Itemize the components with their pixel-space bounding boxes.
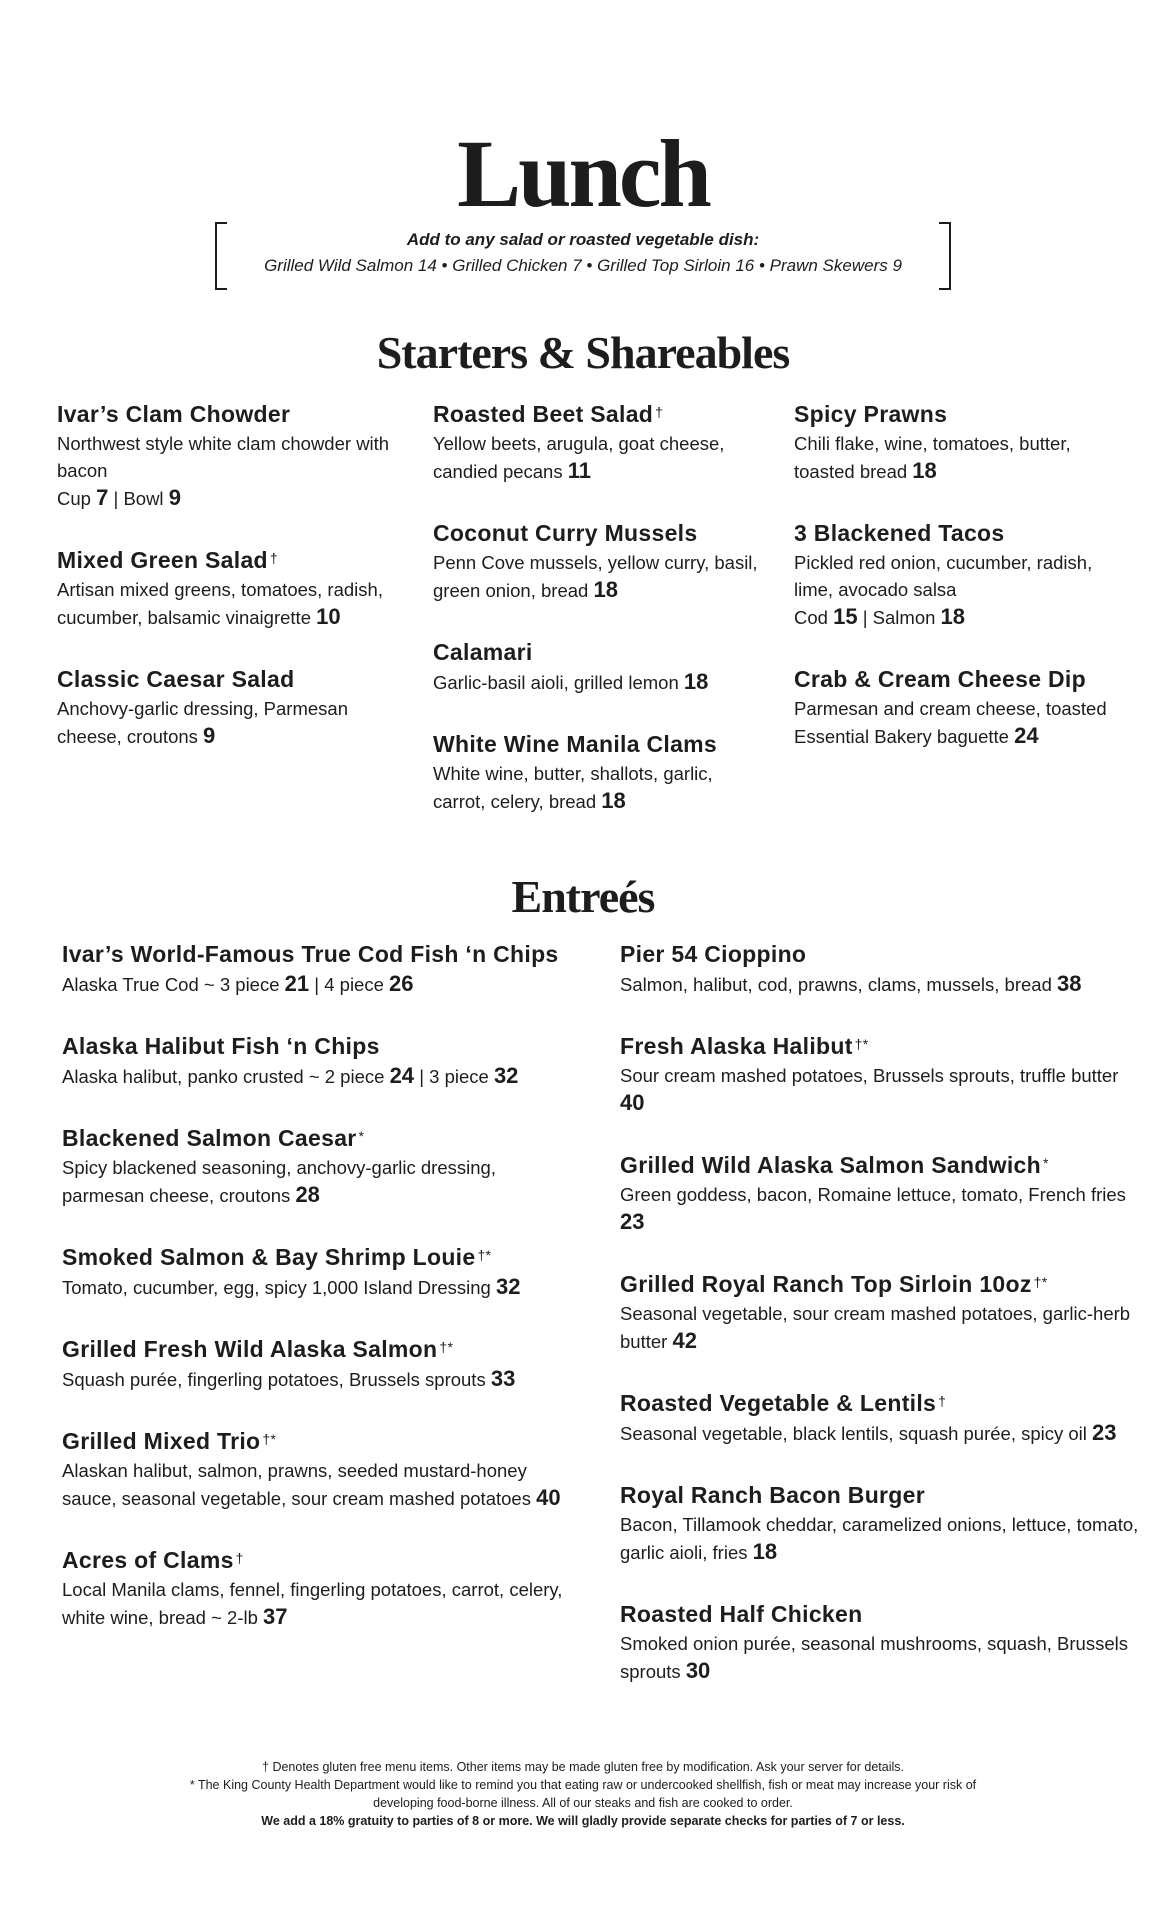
- gratuity-note: We add a 18% gratuity to parties of 8 or more. We will gladly provide separate checks for parties of 7 or less.: [261, 1814, 905, 1828]
- item-title: Coconut Curry Mussels: [433, 520, 698, 546]
- item-description: [62, 1154, 582, 1209]
- item-price: 37: [263, 1604, 288, 1629]
- item-name: [620, 1600, 1140, 1628]
- item-title: White Wine Manila Clams: [433, 731, 718, 757]
- item-title: Calamari: [433, 639, 533, 665]
- item-desc-text: Local Manila clams, fennel, fingerling potatoes, carrot, celery, white wine, bread ~ 2-lb: [62, 1579, 563, 1628]
- item-name: [57, 665, 402, 693]
- portion-label: 3 piece: [429, 1066, 489, 1087]
- item-description: [433, 430, 763, 485]
- item-desc-text: Seasonal vegetable, sour cream mashed potatoes, garlic-herb butter: [620, 1303, 1131, 1352]
- item-price: 15: [833, 604, 858, 629]
- item-description: [794, 549, 1124, 631]
- item-title: Grilled Wild Alaska Salmon Sandwich: [620, 1152, 1041, 1178]
- item-desc-text: Northwest style white clam chowder with bacon: [57, 433, 390, 481]
- item-name: [794, 400, 1124, 428]
- item-title: Classic Caesar Salad: [57, 666, 295, 692]
- item-title: Acres of Clams: [62, 1547, 234, 1573]
- item-desc-text: Seasonal vegetable, black lentils, squash purée, spicy oil: [620, 1423, 1087, 1444]
- item-desc-text: Pickled red onion, cucumber, radish, lime, avocado salsa: [794, 552, 1093, 600]
- item-price: 26: [389, 971, 414, 996]
- menu-item: [620, 940, 1140, 998]
- portion-label: 4 piece: [324, 974, 384, 995]
- price-separator: |: [113, 488, 119, 509]
- item-description: [62, 1273, 582, 1301]
- menu-item: [62, 1032, 582, 1090]
- starters-column-3: [794, 400, 1124, 784]
- item-desc-text: Yellow beets, arugula, goat cheese, candied pecans: [433, 433, 725, 482]
- menu-item: [62, 1335, 582, 1393]
- item-description: [620, 1419, 1140, 1447]
- item-description: [620, 1300, 1140, 1355]
- item-name: [62, 1032, 582, 1060]
- entrees-column-2: [620, 940, 1140, 1719]
- menu-item: [62, 940, 582, 998]
- dietary-mark: †*: [477, 1247, 492, 1263]
- item-price: 18: [752, 1539, 778, 1564]
- addon-options: Grilled Wild Salmon 14 • Grilled Chicken 7 • Grilled Top Sirloin 16 • Prawn Skewers 9: [264, 256, 902, 275]
- item-title: Ivar’s World-Famous True Cod Fish ‘n Chips: [62, 941, 559, 967]
- item-desc-text: Penn Cove mussels, yellow curry, basil, green onion, bread: [433, 552, 758, 601]
- item-description: [57, 576, 402, 631]
- item-name: [620, 1151, 1140, 1179]
- addon-heading: Add to any salad or roasted vegetable dish:: [406, 230, 760, 249]
- portion-label: Cod: [794, 607, 828, 628]
- item-price: 40: [620, 1090, 645, 1115]
- item-price: 10: [316, 604, 341, 629]
- item-description: [62, 970, 582, 998]
- item-desc-text: Green goddess, bacon, Romaine lettuce, tomato, French fries: [620, 1184, 1126, 1205]
- entrees-heading: Entreés: [511, 871, 655, 922]
- item-title: Crab & Cream Cheese Dip: [794, 666, 1086, 692]
- price-separator: |: [314, 974, 320, 995]
- item-price: 28: [295, 1182, 320, 1207]
- item-title: Mixed Green Salad: [57, 547, 268, 573]
- dietary-mark: †: [235, 1550, 244, 1566]
- item-title: Royal Ranch Bacon Burger: [620, 1482, 925, 1508]
- menu-item: [433, 638, 763, 696]
- menu-item: [62, 1124, 582, 1209]
- portion-label: Bowl: [123, 488, 164, 509]
- dietary-mark: †*: [854, 1036, 869, 1052]
- item-name: [62, 1335, 582, 1363]
- item-price: 11: [567, 458, 592, 483]
- menu-item: [57, 665, 402, 750]
- item-description: [433, 760, 763, 815]
- menu-item: [620, 1270, 1140, 1355]
- item-name: [433, 638, 763, 666]
- item-description: [794, 695, 1124, 750]
- item-price: 18: [683, 669, 709, 694]
- item-title: Grilled Fresh Wild Alaska Salmon: [62, 1336, 438, 1362]
- menu-item: [62, 1427, 582, 1512]
- item-name: [57, 546, 402, 574]
- item-price: 30: [685, 1658, 711, 1683]
- item-name: [62, 1124, 582, 1152]
- item-title: Roasted Vegetable & Lentils: [620, 1390, 937, 1416]
- item-desc-text: Tomato, cucumber, egg, spicy 1,000 Island Dressing: [62, 1277, 491, 1298]
- menu-item: [794, 519, 1124, 631]
- item-description: [57, 430, 402, 512]
- portion-label: Cup: [57, 488, 91, 509]
- dietary-mark: *: [358, 1128, 365, 1144]
- item-title: Grilled Mixed Trio: [62, 1428, 261, 1454]
- item-price: 23: [620, 1209, 645, 1234]
- item-description: [620, 1511, 1140, 1566]
- dietary-mark: †*: [439, 1339, 454, 1355]
- item-name: [433, 400, 763, 428]
- item-name: [62, 1243, 582, 1271]
- menu-item: [794, 400, 1124, 485]
- item-title: Spicy Prawns: [794, 401, 948, 427]
- left-bracket: [215, 222, 227, 290]
- dietary-mark: †*: [262, 1431, 277, 1447]
- item-desc-text: Spicy blackened seasoning, anchovy-garlic dressing, parmesan cheese, croutons: [62, 1157, 496, 1206]
- menu-item: [620, 1481, 1140, 1566]
- dietary-mark: †*: [1033, 1274, 1048, 1290]
- menu-item: [794, 665, 1124, 750]
- item-price: 9: [203, 723, 216, 748]
- item-price: 33: [490, 1366, 516, 1391]
- entrees-column-1: [62, 940, 582, 1665]
- item-price: 18: [940, 604, 966, 629]
- item-description: [62, 1062, 582, 1090]
- item-desc-text: Anchovy-garlic dressing, Parmesan cheese, croutons: [57, 698, 348, 747]
- item-price: 40: [536, 1485, 561, 1510]
- item-desc-text: Sour cream mashed potatoes, Brussels sprouts, truffle butter: [620, 1065, 1119, 1086]
- footer-notes: [0, 1758, 1166, 1830]
- right-bracket: [939, 222, 951, 290]
- item-desc-text: Salmon, halibut, cod, prawns, clams, mussels, bread: [620, 974, 1052, 995]
- item-desc-text: Alaska halibut, panko crusted ~ 2 piece: [62, 1066, 385, 1087]
- health-note-continued: developing food-borne illness. All of our steaks and fish are cooked to order.: [373, 1796, 793, 1810]
- item-description: [62, 1576, 582, 1631]
- item-name: [794, 665, 1124, 693]
- menu-item: [620, 1600, 1140, 1685]
- item-price: 18: [601, 788, 626, 813]
- dietary-mark: *: [1043, 1155, 1049, 1171]
- item-price: 23: [1092, 1420, 1117, 1445]
- item-name: [62, 1427, 582, 1455]
- item-title: Fresh Alaska Halibut: [620, 1033, 853, 1059]
- item-title: Ivar’s Clam Chowder: [57, 401, 291, 427]
- item-desc-text: Garlic-basil aioli, grilled lemon: [433, 672, 679, 693]
- health-note: * The King County Health Department would like to remind you that eating raw or undercooked shellfish, fish or meat may increase your risk of: [189, 1778, 977, 1792]
- item-description: [62, 1365, 582, 1393]
- item-name: [620, 1481, 1140, 1509]
- item-name: [433, 730, 763, 758]
- menu-item: [57, 546, 402, 631]
- item-description: [620, 970, 1140, 998]
- item-title: Pier 54 Cioppino: [620, 941, 807, 967]
- item-description: [620, 1630, 1140, 1685]
- page-title: Lunch: [457, 120, 709, 227]
- starters-column-2: [433, 400, 763, 849]
- item-name: [620, 1389, 1140, 1417]
- item-description: [433, 668, 763, 696]
- starters-column-1: [57, 400, 402, 784]
- dietary-mark: †: [938, 1393, 947, 1409]
- menu-item: [620, 1151, 1140, 1236]
- menu-item: [433, 519, 763, 604]
- item-price: 18: [912, 458, 937, 483]
- item-name: [62, 1546, 582, 1574]
- item-price: 24: [389, 1063, 415, 1088]
- item-desc-text: Alaska True Cod ~ 3 piece: [62, 974, 280, 995]
- item-name: [620, 940, 1140, 968]
- menu-item: [620, 1032, 1140, 1117]
- starters-heading: Starters & Shareables: [376, 327, 790, 378]
- menu-item: [433, 730, 763, 815]
- item-title: Grilled Royal Ranch Top Sirloin 10oz: [620, 1271, 1032, 1297]
- item-price: 32: [495, 1274, 521, 1299]
- gluten-free-note: † Denotes gluten free menu items. Other items may be made gluten free by modification. Ask your server for details.: [262, 1760, 904, 1774]
- item-title: 3 Blackened Tacos: [794, 520, 1005, 546]
- item-desc-text: Bacon, Tillamook cheddar, caramelized onions, lettuce, tomato, garlic aioli, fries: [620, 1514, 1139, 1563]
- addon-box: [215, 222, 951, 286]
- portion-label: Salmon: [872, 607, 936, 628]
- item-name: [57, 400, 402, 428]
- menu-item: [433, 400, 763, 485]
- item-description: [57, 695, 402, 750]
- item-title: Roasted Half Chicken: [620, 1601, 863, 1627]
- item-description: [433, 549, 763, 604]
- menu-item: [57, 400, 402, 512]
- item-name: [620, 1270, 1140, 1298]
- item-description: [794, 430, 1124, 485]
- price-separator: |: [419, 1066, 424, 1087]
- item-price: 7: [96, 485, 109, 510]
- item-desc-text: Smoked onion purée, seasonal mushrooms, squash, Brussels sprouts: [620, 1633, 1128, 1682]
- item-description: [620, 1181, 1140, 1236]
- item-price: 32: [493, 1063, 519, 1088]
- item-name: [433, 519, 763, 547]
- item-name: [794, 519, 1124, 547]
- item-price: 21: [284, 971, 310, 996]
- item-desc-text: Squash purée, fingerling potatoes, Brussels sprouts: [62, 1369, 486, 1390]
- item-desc-text: Alaskan halibut, salmon, prawns, seeded mustard-honey sauce, seasonal vegetable, sour cream mashed potatoes: [62, 1460, 531, 1509]
- dietary-mark: †: [269, 550, 278, 566]
- item-title: Blackened Salmon Caesar: [62, 1125, 357, 1151]
- dietary-mark: †: [655, 404, 664, 420]
- item-title: Alaska Halibut Fish ‘n Chips: [62, 1033, 380, 1059]
- price-separator: |: [862, 607, 868, 628]
- item-description: [62, 1457, 582, 1512]
- item-desc-text: Artisan mixed greens, tomatoes, radish, cucumber, balsamic vinaigrette: [57, 579, 383, 628]
- item-desc-text: Chili flake, wine, tomatoes, butter, toasted bread: [794, 433, 1071, 482]
- item-desc-text: Parmesan and cream cheese, toasted Essential Bakery baguette: [794, 698, 1107, 747]
- menu-item: [620, 1389, 1140, 1447]
- item-price: 24: [1014, 723, 1039, 748]
- item-description: [620, 1062, 1140, 1117]
- item-price: 18: [593, 577, 618, 602]
- item-price: 38: [1057, 971, 1082, 996]
- item-name: [620, 1032, 1140, 1060]
- menu-item: [62, 1243, 582, 1301]
- item-price: 9: [168, 485, 181, 510]
- item-name: [62, 940, 582, 968]
- menu-item: [62, 1546, 582, 1631]
- item-price: 42: [672, 1328, 697, 1353]
- item-title: Roasted Beet Salad: [433, 401, 654, 427]
- item-desc-text: White wine, butter, shallots, garlic, carrot, celery, bread: [433, 763, 713, 812]
- item-title: Smoked Salmon & Bay Shrimp Louie: [62, 1244, 476, 1270]
